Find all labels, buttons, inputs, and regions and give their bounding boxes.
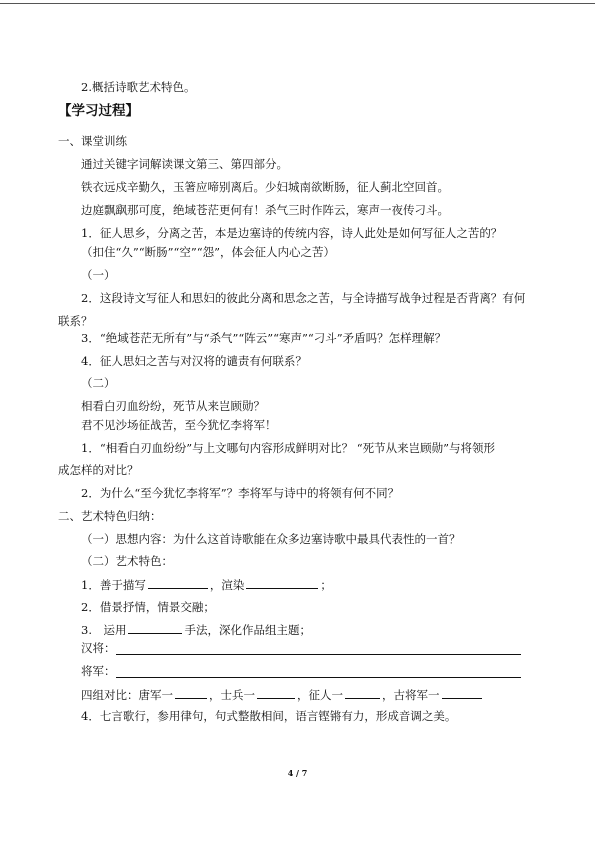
question-5-line-2: 成怎样的对比？ (58, 463, 139, 477)
han-general-label: 汉将： (81, 641, 116, 655)
art-item-4: 4．七言歌行，参用律句，句式整散相间，语言铿锵有力，形成音调之美。 (81, 709, 457, 723)
question-2-line-2: 联系？ (58, 314, 93, 328)
blank-describe[interactable] (148, 577, 208, 589)
art-item-1-middle: ，渲染 (209, 578, 245, 592)
art-features-title: （二）艺术特色： (81, 554, 173, 568)
blank-technique[interactable] (128, 622, 182, 634)
art-item-1-prefix: 1．善于描写 (81, 578, 146, 592)
header-rule (0, 3, 595, 4)
comparison-soldier: ，士兵一 (209, 688, 255, 702)
question-3: 3．“绝域苍茫无所有”与“杀气”“阵云”“寒声”“刁斗”矛盾吗？怎样理解？ (81, 331, 447, 345)
poem-line-3: 相看白刃血纷纷，死节从来岂顾勋？ (81, 399, 265, 413)
question-1-hint: （扣住“久”“断肠”“空”“怨”，体会征人内心之苦） (81, 245, 336, 259)
blank-ancient-general[interactable] (442, 687, 482, 699)
blank-tang-army[interactable] (175, 687, 207, 699)
section-title: 【学习过程】 (58, 103, 139, 119)
poem-line-4: 君不见沙场征战苦，至今犹忆李将军！ (81, 418, 277, 432)
subsection-1: （一） (81, 268, 116, 282)
content-question: （一）思想内容：为什么这首诗歌能在众多边塞诗歌中最具代表性的一首？ (81, 532, 461, 546)
subsection-2: （二） (81, 376, 116, 390)
art-item-3-prefix: 3. 运用 (81, 623, 127, 637)
comparison-ancient-general: ，古将军一 (382, 688, 440, 702)
question-2-line-1: 2．这段诗文写征人和思妇的彼此分离和思念之苦，与全诗描写战争过程是否背离？有何 (81, 291, 526, 305)
question-4: 4．征人思妇之苦与对汉将的谴责有何联系？ (81, 354, 307, 368)
blank-render[interactable] (246, 577, 318, 589)
art-item-1-end: ； (320, 578, 332, 592)
part1-intro: 通过关键字词解读课文第三、第四部分。 (81, 157, 288, 171)
blank-conscript[interactable] (345, 687, 380, 699)
part2-title: 二、艺术特色归纳： (58, 509, 162, 523)
general-answer-line[interactable] (116, 677, 521, 678)
art-item-3-suffix: 手法，深化作品组主题； (184, 623, 311, 637)
art-item-2: 2．借景抒情，情景交融； (81, 600, 215, 614)
question-6: 2．为什么“至今犹忆李将军”？李将军与诗中的将领有何不同？ (81, 486, 400, 500)
question-1: 1．征人思乡，分离之苦，本是边塞诗的传统内容，诗人此处是如何写征人之苦的？ (81, 226, 503, 240)
comparison-label: 四组对比： (81, 688, 139, 702)
poem-line-2: 边庭飘飖那可度，绝域苍茫更何有！杀气三时作阵云，寒声一夜传刁斗。 (81, 203, 449, 217)
question-5-line-1: 1．“相看白刃血纷纷”与上文哪句内容形成鲜明对比？ “死节从来岂顾勋”与将领形 (81, 441, 495, 455)
comparison-line (81, 687, 484, 702)
blank-soldier[interactable] (257, 687, 295, 699)
han-general-answer-line[interactable] (116, 654, 521, 655)
art-item-3 (81, 622, 311, 637)
general-label: 将军： (81, 664, 116, 678)
comparison-conscript: ，征人一 (297, 688, 343, 702)
comparison-tang-army: 唐军一 (138, 688, 173, 702)
objective-item-2: 2.概括诗歌艺术特色。 (81, 80, 196, 94)
page-number: 4 / 7 (287, 768, 308, 778)
art-item-1 (81, 577, 332, 592)
poem-line-1: 铁衣远戍辛勤久，玉箸应啼别离后。少妇城南欲断肠，征人蓟北空回首。 (81, 180, 449, 194)
part1-title: 一、课堂训练 (58, 134, 127, 148)
